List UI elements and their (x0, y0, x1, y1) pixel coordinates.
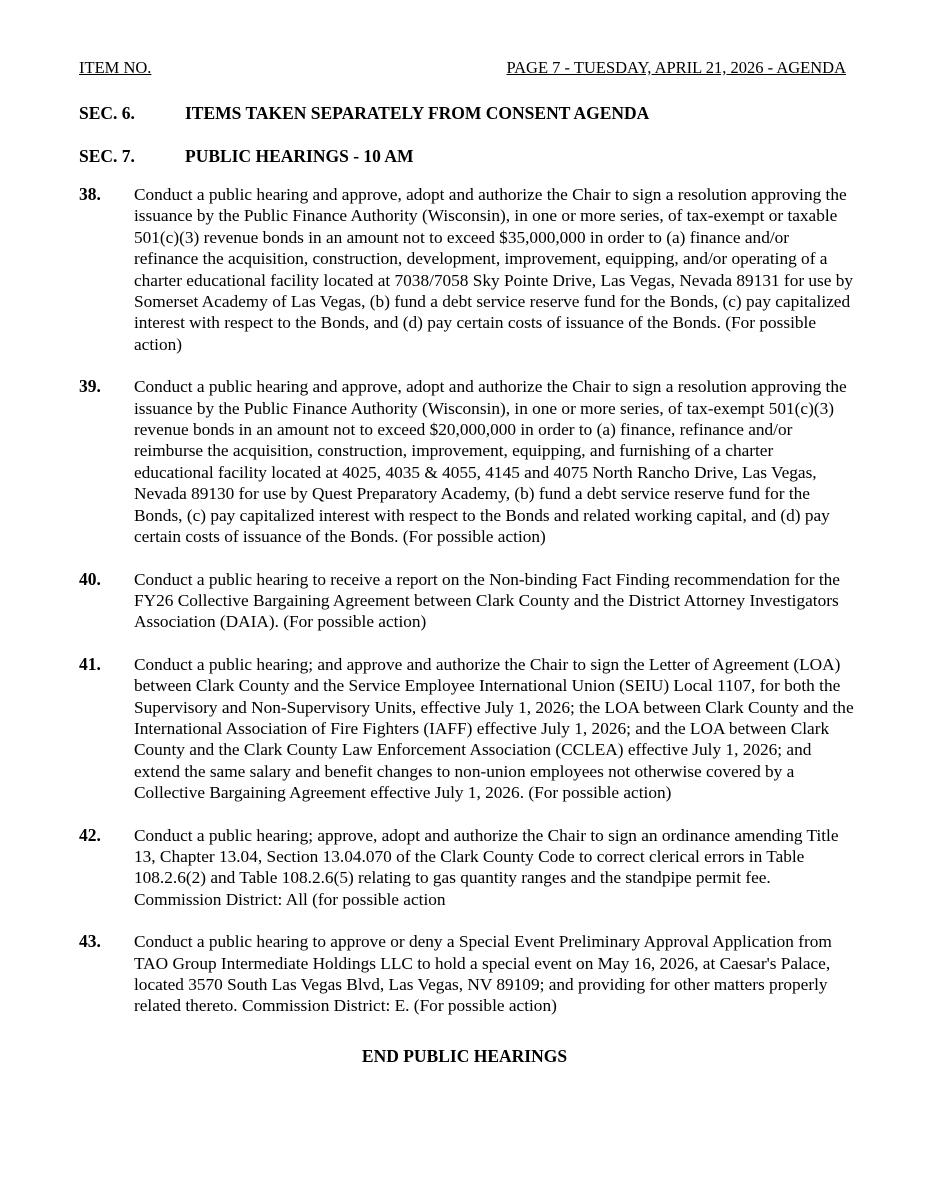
item-number: 42. (79, 824, 101, 845)
page-header (79, 58, 846, 78)
item-text: Conduct a public hearing; approve, adopt and authorize the Chair to sign an ordinance amending Title 13, Chapter 13.04, Section 13.04.070 of the Clark County Code to correct clerical errors in Table 108.2.6(2) and Table 108.2.6(5) relating to gas quantity ranges and the standpipe permit fee. Commission District: All (for possible action (134, 825, 839, 909)
item-number: 38. (79, 184, 101, 204)
item-text: Conduct a public hearing to approve or deny a Special Event Preliminary Approval Application from TAO Group Intermediate Holdings LLC to hold a special event on May 16, 2026, at Caesar's Palace, located 3570 South Las Vegas Blvd, Las Vegas, NV 89109; and providing for other matters properly related thereto. Commission District: E. (For possible action) (134, 932, 832, 1016)
agenda-item-41 (79, 654, 859, 804)
agenda-item-38 (79, 184, 859, 355)
section-title: ITEMS TAKEN SEPARATELY FROM CONSENT AGENDA (185, 103, 650, 123)
item-number: 39. (79, 376, 101, 397)
item-number: 40. (79, 568, 101, 589)
section-title: PUBLIC HEARINGS - 10 AM (185, 146, 414, 166)
item-number: 43. (79, 931, 101, 952)
item-text: Conduct a public hearing and approve, adopt and authorize the Chair to sign a resolution approving the issuance by the Public Finance Authority (Wisconsin), in one or more series, of tax-exempt 501(c)(3) revenue bonds in an amount not to exceed $20,000,000 in order to (a) finance, refinance and/or reimburse the acquisition, construction, improvement, equipping, and furnishing of a charter educational facility located at 4025, 4035 & 4055, 4145 and 4075 North Rancho Drive, Las Vegas, Nevada 89130 for use by Quest Preparatory Academy, (b) fund a debt service reserve fund for the Bonds, (c) pay capitalized interest with respect to the Bonds and related working capital, and (d) pay certain costs of issuance of the Bonds. (For possible action) (134, 377, 847, 547)
item-text: Conduct a public hearing; and approve and authorize the Chair to sign the Letter of Agreement (LOA) between Clark County and the Service Employee International Union (SEIU) Local 1107, for both the Supervisory and Non-Supervisory Units, effective July 1, 2026; the LOA between Clark County and the International Association of Fire Fighters (IAFF) effective July 1, 2026; and the LOA between Clark County and the Clark County Law Enforcement Association (CCLEA) effective July 1, 2026; and extend the same salary and benefit changes to non-union employees not otherwise covered by a Collective Bargaining Agreement effective July 1, 2026. (For possible action) (134, 654, 854, 803)
agenda-item-40 (79, 569, 859, 633)
item-text: Conduct a public hearing to receive a report on the Non-binding Fact Finding recommendation for the FY26 Collective Bargaining Agreement between Clark County and the District Attorney Investigators Association (DAIA). (For possible action) (134, 569, 840, 632)
agenda-item-43 (79, 931, 859, 1017)
item-text: Conduct a public hearing and approve, adopt and authorize the Chair to sign a resolution approving the issuance by the Public Finance Authority (Wisconsin), in one or more series, of tax-exempt or taxable 501(c)(3) revenue bonds in an amount not to exceed $35,000,000 in order to (a) finance and/or refinance the acquisition, construction, development, improvement, equipping, and/or operating of a charter educational facility located at 7038/7058 Sky Pointe Drive, Las Vegas, Nevada 89131 for use by Somerset Academy of Las Vegas, (b) fund a debt service reserve fund for the Bonds, (c) pay capitalized interest with respect to the Bonds, and (d) pay certain costs of issuance of the Bonds. (For possible action) (134, 185, 854, 354)
end-public-hearings: END PUBLIC HEARINGS (361, 1046, 568, 1066)
section-number: SEC. 7. (79, 146, 135, 166)
item-number: 41. (79, 653, 101, 674)
agenda-item-39 (79, 376, 859, 547)
agenda-item-42 (79, 825, 859, 911)
item-no-heading: ITEM NO. (79, 58, 152, 77)
section-number: SEC. 6. (79, 103, 135, 123)
agenda-items (79, 184, 859, 1038)
page-date-heading: PAGE 7 - TUESDAY, APRIL 21, 2026 - AGENDA (506, 58, 846, 77)
